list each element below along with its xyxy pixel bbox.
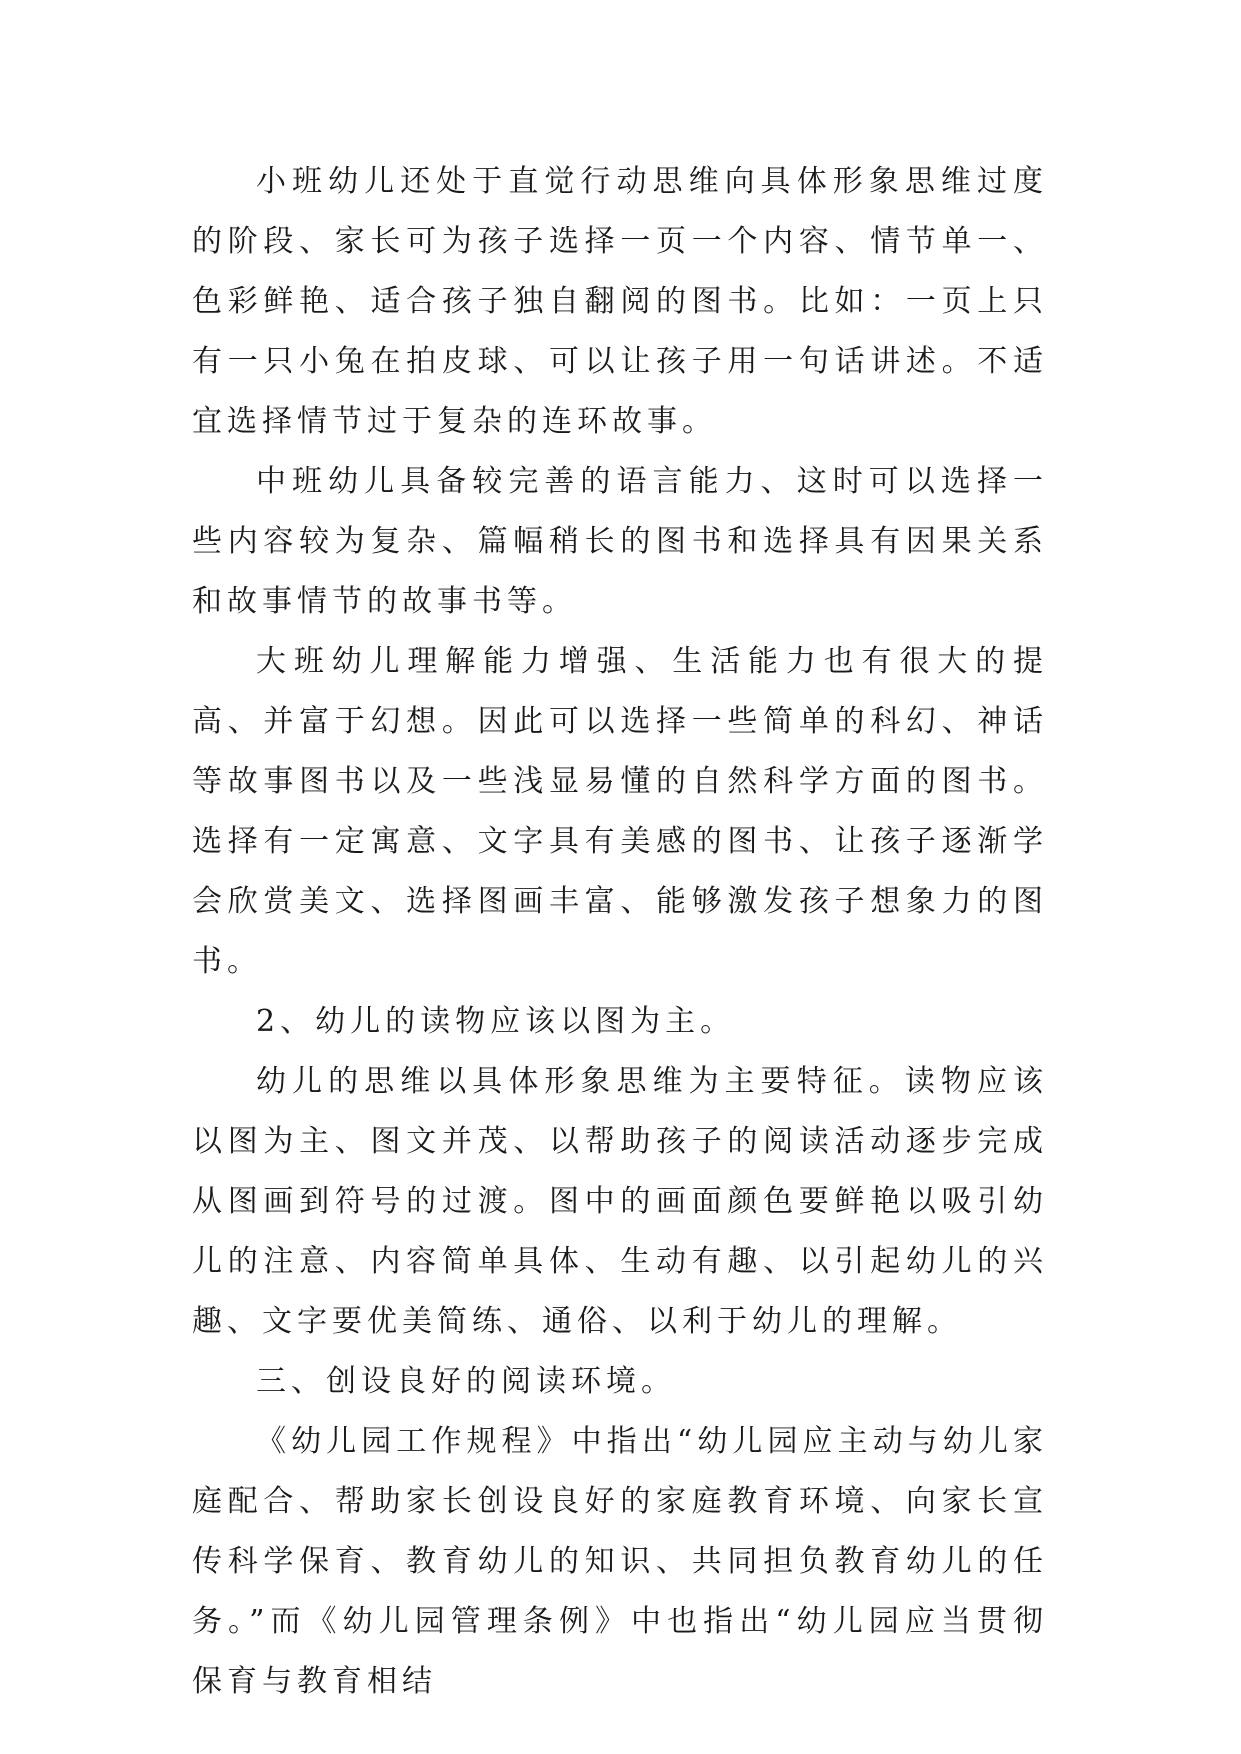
paragraph-small-class: 小班幼儿还处于直觉行动思维向具体形象思维过度的阶段、家长可为孩子选择一页一个内容、情节单一、色彩鲜艳、适合孩子独自翻阅的图书。比如：一页上只有一只小兔在拍皮球、可以让孩子用一句话讲述。不适宜选择情节过于复杂的连环故事。 bbox=[192, 164, 1048, 439]
paragraph-middle-class: 中班幼儿具备较完善的语言能力、这时可以选择一些内容较为复杂、篇幅稍长的图书和选择具有因果关系和故事情节的故事书等。 bbox=[192, 464, 1048, 619]
section-heading-pictures: 2、幼儿的读物应该以图为主。 bbox=[256, 1004, 736, 1039]
paragraph-pictures: 幼儿的思维以具体形象思维为主要特征。读物应该以图为主、图文并茂、以帮助孩子的阅读活动逐步完成从图画到符号的过渡。图中的画面颜色要鲜艳以吸引幼儿的注意、内容简单具体、生动有趣、以引起幼儿的兴趣、文字要优美简练、通俗、以利于幼儿的理解。 bbox=[192, 1064, 1048, 1339]
paragraph-regulations: 《幼儿园工作规程》中指出“幼儿园应主动与幼儿家庭配合、帮助家长创设良好的家庭教育环境、向家长宣传科学保育、教育幼儿的知识、共同担负教育幼儿的任务。”而《幼儿园管理条例》中也指出“幼儿园应当贯彻保育与教育相结 bbox=[192, 1424, 1048, 1699]
document-body bbox=[192, 152, 1048, 1712]
section-heading-environment: 三、创设良好的阅读环境。 bbox=[256, 1364, 676, 1399]
paragraph-large-class: 大班幼儿理解能力增强、生活能力也有很大的提高、并富于幻想。因此可以选择一些简单的科幻、神话等故事图书以及一些浅显易懂的自然科学方面的图书。选择有一定寓意、文字具有美感的图书、让孩子逐渐学会欣赏美文、选择图画丰富、能够激发孩子想象力的图书。 bbox=[192, 644, 1048, 979]
